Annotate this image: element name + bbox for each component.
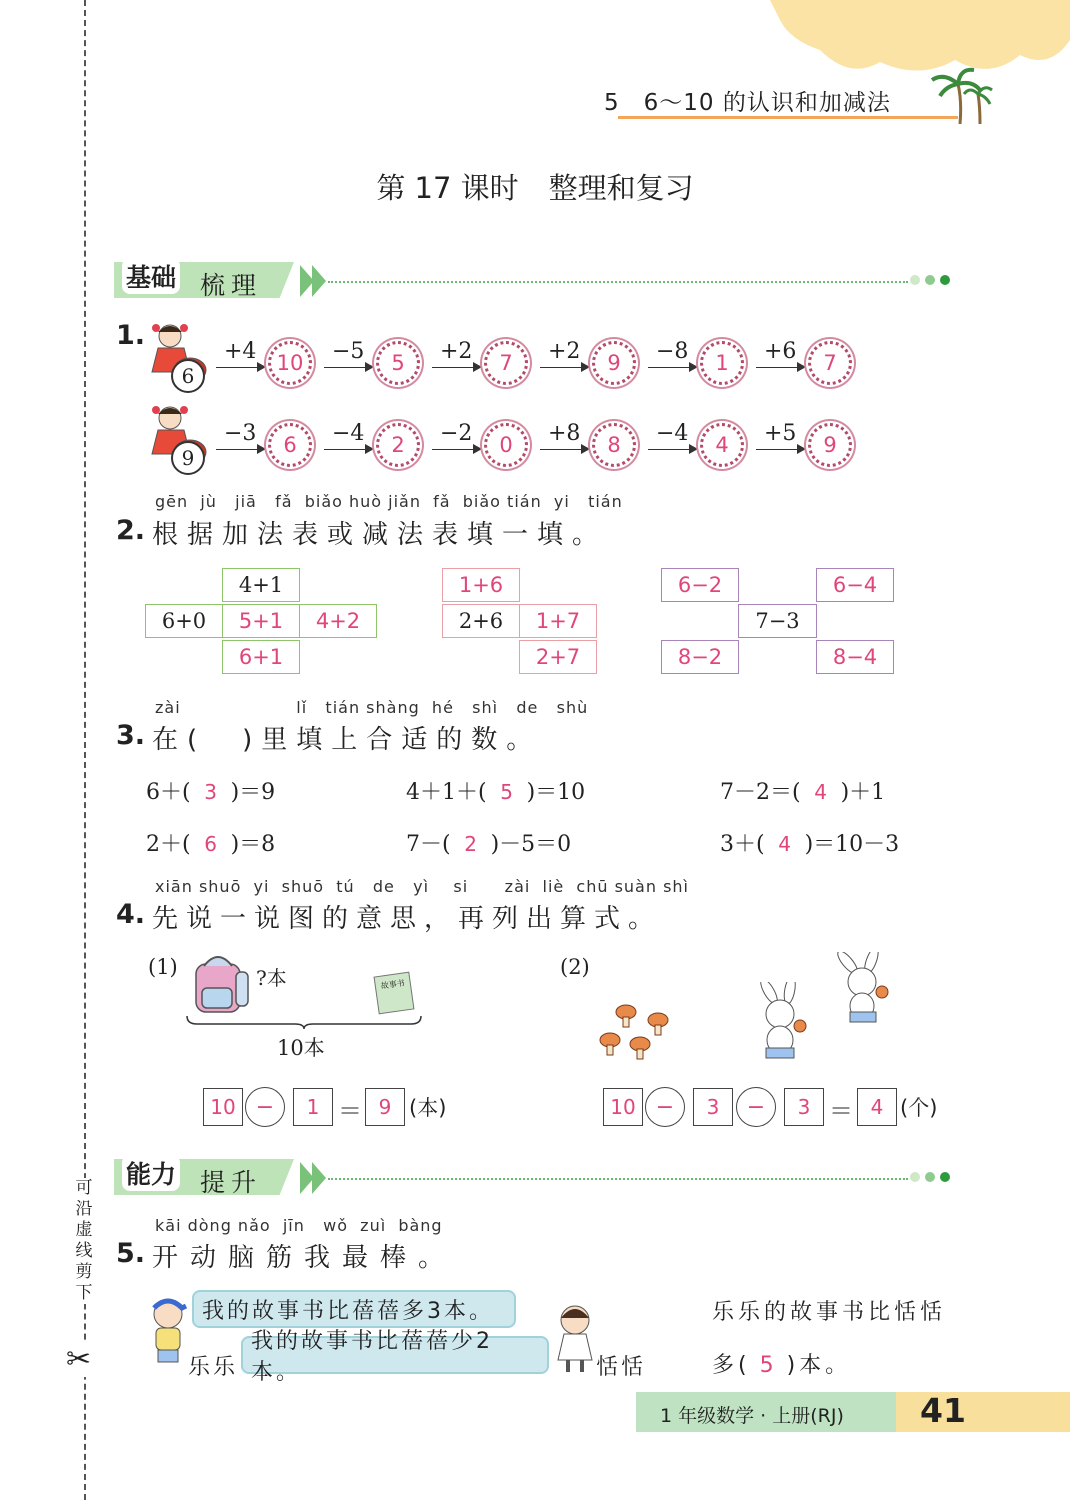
answer-box: 3	[784, 1088, 824, 1126]
answer-box: 10	[203, 1088, 243, 1126]
cut-instruction: 可沿虚线剪下	[72, 1178, 96, 1304]
rabbit-icon	[744, 982, 816, 1062]
section-banner-ability	[114, 1159, 954, 1199]
arrow-icon	[216, 367, 264, 368]
answer-value: 4	[778, 832, 791, 856]
pinyin-line: xiān shuō yi shuō tú de yì si zài liè chū suàn shì	[155, 877, 689, 896]
arrow-icon	[648, 367, 696, 368]
flower-answer: 9	[592, 341, 636, 385]
table-cell-answer: 6−4	[816, 568, 894, 602]
banner-label-sub: 梳理	[200, 271, 263, 300]
answer-value: 2	[464, 832, 477, 856]
arrow-icon	[756, 449, 804, 450]
question-text: 根据加法表或减法表填一填。	[152, 520, 608, 550]
equals-sign: ＝	[338, 1097, 362, 1125]
operator-circle: −	[736, 1087, 776, 1127]
operation-label: +6	[764, 339, 797, 364]
girl-tiantian-icon	[552, 1300, 598, 1376]
flower-answer: 1	[700, 341, 744, 385]
answer-box: 4	[857, 1088, 897, 1126]
answer-value: 5	[500, 780, 513, 804]
total-label: 10本	[277, 1036, 325, 1060]
mushroom-group-icon	[596, 1000, 676, 1064]
flower-answer: 0	[484, 423, 528, 467]
arrow-icon	[540, 367, 588, 368]
equation: 7－2＝( 4 )＋1	[720, 780, 886, 805]
table-cell-answer: 4+2	[299, 604, 377, 638]
answer-value: 4	[814, 780, 827, 804]
section-banner-basic	[114, 262, 954, 302]
operation-label: −5	[332, 339, 365, 364]
table-cell-answer: 6+1	[222, 640, 300, 674]
arrow-icon	[540, 449, 588, 450]
unit-label: (本)	[409, 1096, 447, 1120]
question-number: 3.	[116, 720, 146, 751]
operation-label: −4	[332, 421, 365, 446]
flower-answer: 6	[268, 423, 312, 467]
name-lele: 乐乐	[188, 1355, 239, 1380]
table-cell: 6+0	[145, 604, 223, 638]
page-number: 41	[920, 1391, 966, 1430]
flower-answer: 9	[808, 423, 852, 467]
equals-sign: ＝	[829, 1097, 853, 1125]
question-line: 多( 5 )本。	[712, 1353, 852, 1378]
table-cell: 4+1	[222, 568, 300, 602]
arrow-icon	[216, 449, 264, 450]
equation: 4＋1＋( 5 )＝10	[406, 780, 586, 805]
unknown-quantity: ?本	[256, 966, 287, 990]
pinyin-line: kāi dòng nǎo jīn wǒ zuì bàng	[155, 1216, 443, 1235]
answer-box: 10	[603, 1088, 643, 1126]
operation-label: +2	[440, 339, 473, 364]
question-number: 5.	[116, 1238, 146, 1269]
table-cell: 2+6	[442, 604, 520, 638]
question-number: 4.	[116, 899, 146, 930]
operation-label: +5	[764, 421, 797, 446]
start-number: 9	[171, 441, 205, 475]
table-cell-answer: 8−2	[661, 640, 739, 674]
operator-circle: −	[645, 1087, 685, 1127]
arrow-icon	[312, 265, 326, 297]
chapter-title: 5 6～10 的认识和加减法	[604, 90, 891, 116]
operation-label: −2	[440, 421, 473, 446]
operation-label: +4	[224, 339, 257, 364]
banner-label-sub: 提升	[200, 1168, 263, 1197]
arrow-icon	[324, 367, 372, 368]
answer-box: 3	[693, 1088, 733, 1126]
arrow-icon	[432, 449, 480, 450]
question-number: 1.	[116, 320, 146, 351]
question-text: 先说一说图的意思，再列出算式。	[152, 904, 663, 934]
start-number: 6	[171, 359, 205, 393]
question-number: 2.	[116, 515, 146, 546]
pinyin-line: gēn jù jiā fǎ biǎo huò jiǎn fǎ biǎo tián yi tián	[155, 492, 623, 511]
table-cell-answer: 1+6	[442, 568, 520, 602]
arrow-icon	[432, 367, 480, 368]
flower-answer: 2	[376, 423, 420, 467]
table-cell-answer: 1+7	[519, 604, 597, 638]
part-label: (2)	[560, 955, 590, 979]
rabbit-icon	[826, 952, 898, 1032]
operation-label: +8	[548, 421, 581, 446]
arrow-icon	[312, 1162, 326, 1194]
arrow-icon	[756, 367, 804, 368]
question-line: 乐乐的故事书比恬恬	[712, 1300, 947, 1325]
operation-label: −4	[656, 421, 689, 446]
cloud-decoration	[770, 0, 1070, 80]
story-book-icon: 故事书	[374, 972, 415, 1015]
operator-circle: −	[245, 1087, 285, 1127]
banner-label-main: 基础	[122, 258, 180, 294]
equation: 2＋( 6 )＝8	[146, 832, 276, 857]
flower-answer: 4	[700, 423, 744, 467]
unit-label: (个)	[900, 1096, 938, 1120]
answer-value: 6	[204, 832, 217, 856]
equation: 7－( 2 )－5＝0	[406, 832, 572, 857]
table-cell-answer: 5+1	[222, 604, 300, 638]
table-cell-answer: 8−4	[816, 640, 894, 674]
equation: 6＋( 3 )＝9	[146, 780, 276, 805]
part-label: (1)	[148, 955, 178, 979]
table-cell-answer: 2+7	[519, 640, 597, 674]
chapter-underline	[618, 116, 958, 119]
speech-bubble-tiantian: 我的故事书比蓓蓓少2本。	[241, 1336, 549, 1374]
flower-answer: 7	[484, 341, 528, 385]
equation: 3＋( 4 )＝10－3	[720, 832, 900, 857]
question-text: 开动脑筋我最棒。	[152, 1243, 457, 1273]
backpack-icon	[188, 952, 252, 1016]
page-title: 第 17 课时 整理和复习	[376, 171, 694, 205]
question-text: 在( )里填上合适的数。	[152, 725, 542, 755]
arrow-icon	[648, 449, 696, 450]
answer-box: 9	[365, 1088, 405, 1126]
operation-label: −3	[224, 421, 257, 446]
answer-value: 3	[204, 780, 217, 804]
book-info: 1 年级数学 · 上册(RJ)	[660, 1405, 844, 1427]
boy-lele-icon	[146, 1294, 192, 1374]
table-cell: 7−3	[738, 604, 817, 638]
answer-box: 1	[293, 1088, 333, 1126]
flower-answer: 7	[808, 341, 852, 385]
operation-label: +2	[548, 339, 581, 364]
banner-label-main: 能力	[122, 1155, 180, 1191]
table-cell-answer: 6−2	[661, 568, 739, 602]
answer-value: 5	[759, 1353, 778, 1378]
flower-answer: 8	[592, 423, 636, 467]
name-tiantian: 恬恬	[596, 1355, 647, 1380]
pinyin-line: zài lǐ tián shàng hé shì de shù	[155, 698, 589, 717]
flower-answer: 10	[268, 341, 312, 385]
speech-bubble-lele: 我的故事书比蓓蓓多3本。	[192, 1290, 516, 1328]
flower-answer: 5	[376, 341, 420, 385]
scissors-icon: ✂	[66, 1342, 92, 1377]
operation-label: −8	[656, 339, 689, 364]
arrow-icon	[324, 449, 372, 450]
total-brace	[185, 1014, 423, 1030]
